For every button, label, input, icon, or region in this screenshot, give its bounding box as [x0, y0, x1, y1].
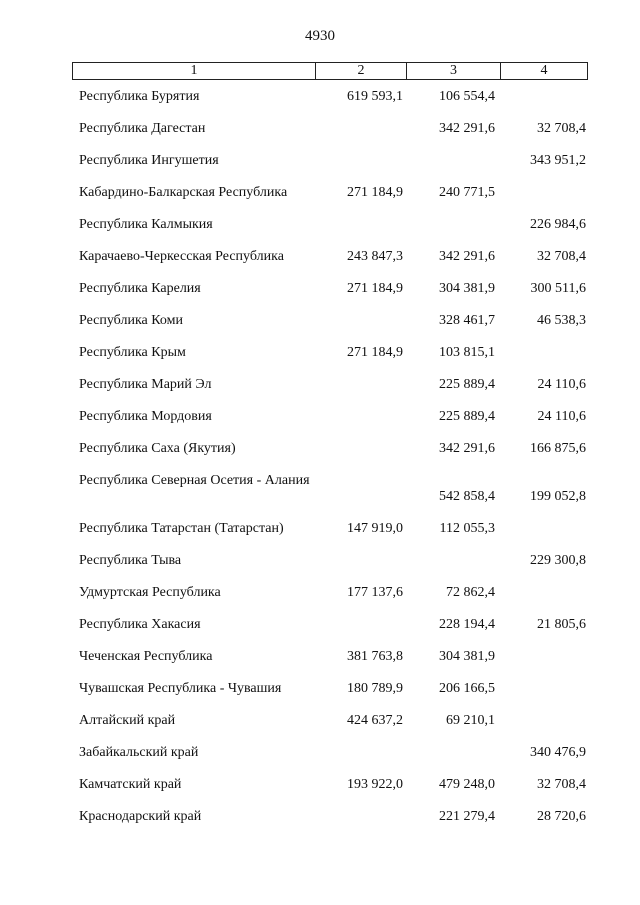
- value-col-4: 32 708,4: [537, 777, 586, 792]
- value-col-3: [405, 744, 499, 761]
- table-row: [72, 248, 586, 265]
- region-name: Чеченская Республика: [79, 649, 213, 664]
- table-row: [72, 88, 586, 105]
- value-col-2: [314, 744, 405, 761]
- value-col-3: 342 291,6: [439, 249, 495, 264]
- value-col-4: 32 708,4: [537, 249, 586, 264]
- table-row: [72, 344, 586, 361]
- table-row: [72, 648, 586, 665]
- value-col-3: 228 194,4: [439, 617, 495, 632]
- value-col-4: [499, 520, 586, 537]
- value-col-4: [499, 184, 586, 201]
- table-row: [72, 776, 586, 793]
- table-row: [72, 152, 586, 169]
- region-name: Алтайский край: [79, 713, 176, 728]
- value-col-4: 32 708,4: [537, 121, 586, 136]
- table-row: [72, 712, 586, 729]
- column-header-4: 4: [500, 63, 587, 79]
- region-name: Республика Ингушетия: [79, 153, 219, 168]
- value-col-3: 221 279,4: [439, 809, 495, 824]
- region-name: Республика Карелия: [79, 281, 201, 296]
- value-col-3: 69 210,1: [446, 713, 495, 728]
- value-col-3: 103 815,1: [439, 345, 495, 360]
- region-name: Республика Дагестан: [79, 121, 206, 136]
- table-row: [72, 376, 586, 393]
- value-col-3: 304 381,9: [439, 281, 495, 296]
- value-col-2: 619 593,1: [347, 89, 403, 104]
- page-number: 4930: [305, 28, 335, 44]
- value-col-2: 177 137,6: [347, 585, 403, 600]
- region-name: Забайкальский край: [79, 745, 199, 760]
- table-row: [72, 472, 586, 505]
- table-row: [72, 616, 586, 633]
- table-row: [72, 408, 586, 425]
- value-col-2: [314, 488, 405, 505]
- table-row: [72, 280, 586, 297]
- table-row: [72, 312, 586, 329]
- region-name: Карачаево-Черкесская Республика: [79, 249, 284, 264]
- region-name: Республика Татарстан (Татарстан): [79, 521, 284, 536]
- value-col-2: [314, 808, 405, 825]
- region-name: Чувашская Республика - Чувашия: [79, 681, 282, 696]
- value-col-3: 72 862,4: [446, 585, 495, 600]
- value-col-2: [314, 440, 405, 457]
- value-col-3: 342 291,6: [439, 441, 495, 456]
- value-col-3: 240 771,5: [439, 185, 495, 200]
- region-name: Республика Марий Эл: [79, 377, 212, 392]
- value-col-2: [314, 152, 405, 169]
- value-col-2: [314, 616, 405, 633]
- value-col-3: 225 889,4: [439, 377, 495, 392]
- table-row: [72, 552, 586, 569]
- value-col-3: [405, 552, 499, 569]
- value-col-2: 180 789,9: [347, 681, 403, 696]
- value-col-4: 24 110,6: [537, 377, 586, 392]
- table-header: [72, 62, 588, 80]
- value-col-4: 166 875,6: [530, 441, 586, 456]
- region-name: Удмуртская Республика: [79, 585, 221, 600]
- value-col-4: 28 720,6: [537, 809, 586, 824]
- value-col-2: [314, 312, 405, 329]
- value-col-3: 542 858,4: [439, 489, 495, 504]
- region-name: Камчатский край: [79, 777, 182, 792]
- value-col-2: 193 922,0: [347, 777, 403, 792]
- value-col-2: [314, 120, 405, 137]
- region-name: Республика Тыва: [79, 553, 182, 568]
- region-name: Республика Бурятия: [79, 89, 200, 104]
- value-col-4: 199 052,8: [530, 489, 586, 504]
- value-col-4: 340 476,9: [530, 745, 586, 760]
- table-row: [72, 120, 586, 137]
- value-col-3: 112 055,3: [439, 521, 495, 536]
- value-col-3: 304 381,9: [439, 649, 495, 664]
- table-row: [72, 680, 586, 697]
- value-col-4: [499, 88, 586, 105]
- column-header-2: 2: [315, 63, 406, 79]
- value-col-4: 343 951,2: [530, 153, 586, 168]
- region-name: Республика Калмыкия: [79, 217, 213, 232]
- value-col-2: 271 184,9: [347, 185, 403, 200]
- value-col-4: 300 511,6: [530, 281, 586, 296]
- value-col-2: 147 919,0: [347, 521, 403, 536]
- value-col-2: 381 763,8: [347, 649, 403, 664]
- value-col-2: [314, 376, 405, 393]
- value-col-4: 229 300,8: [530, 553, 586, 568]
- region-name: Краснодарский край: [79, 809, 202, 824]
- value-col-2: [314, 552, 405, 569]
- value-col-3: 206 166,5: [439, 681, 495, 696]
- region-name: Кабардино-Балкарская Республика: [79, 185, 288, 200]
- table-row: [72, 184, 586, 201]
- table-row: [72, 520, 586, 537]
- value-col-3: [405, 152, 499, 169]
- table-row: [72, 440, 586, 457]
- value-col-3: [405, 216, 499, 233]
- region-name: Республика Хакасия: [79, 617, 201, 632]
- value-col-4: 226 984,6: [530, 217, 586, 232]
- value-col-4: 46 538,3: [537, 313, 586, 328]
- value-col-4: [499, 584, 586, 601]
- value-col-2: 271 184,9: [347, 345, 403, 360]
- value-col-4: 24 110,6: [537, 409, 586, 424]
- region-name: Республика Северная Осетия - Алания: [79, 473, 310, 488]
- value-col-3: 106 554,4: [439, 89, 495, 104]
- value-col-3: 225 889,4: [439, 409, 495, 424]
- column-header-1: 1: [190, 63, 198, 78]
- table-row: [72, 808, 586, 825]
- value-col-4: [499, 680, 586, 697]
- region-name: Республика Крым: [79, 345, 186, 360]
- table-row: [72, 216, 586, 233]
- value-col-2: 271 184,9: [347, 281, 403, 296]
- value-col-3: 342 291,6: [439, 121, 495, 136]
- value-col-3: 479 248,0: [439, 777, 495, 792]
- value-col-3: 328 461,7: [439, 313, 495, 328]
- table-row: [72, 584, 586, 601]
- region-name: Республика Коми: [79, 313, 183, 328]
- region-name: Республика Мордовия: [79, 409, 212, 424]
- table-row: [72, 744, 586, 761]
- value-col-2: 424 637,2: [347, 713, 403, 728]
- value-col-2: [314, 408, 405, 425]
- value-col-4: [499, 344, 586, 361]
- column-header-3: 3: [406, 63, 500, 79]
- value-col-4: [499, 648, 586, 665]
- value-col-2: [314, 216, 405, 233]
- value-col-2: 243 847,3: [347, 249, 403, 264]
- region-name: Республика Саха (Якутия): [79, 441, 236, 456]
- value-col-4: 21 805,6: [537, 617, 586, 632]
- value-col-4: [499, 712, 586, 729]
